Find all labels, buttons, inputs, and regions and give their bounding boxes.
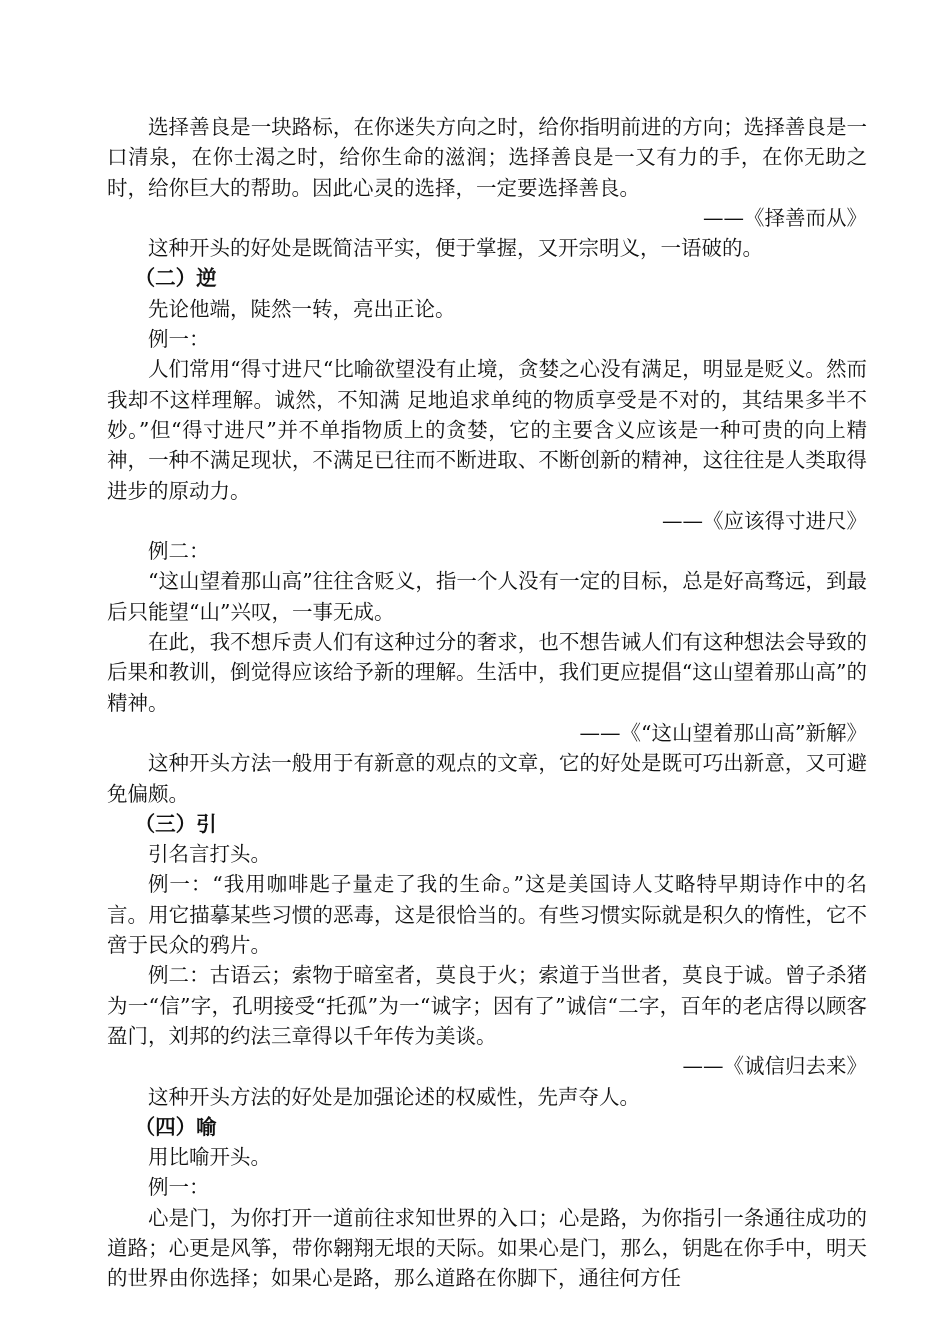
paragraph: 选择善良是一块路标，在你迷失方向之时，给你指明前进的方向；选择善良是一口清泉，在你士渴之时，给你生命的滋润；选择善良是一又有力的手，在你无助之时，给你巨大的帮助。因此心灵的选择，一定要选择善良。 — [107, 115, 867, 200]
source-citation: ——《应该得寸进尺》 — [662, 508, 867, 533]
paragraph: 人们常用“得寸进尺“比喻欲望没有止境，贪婪之心没有满足，明显是贬义。然而我却不这样理解。诚然，不知满 足地追求单纯的物质享受是不对的，其结果多半不妙。”但“得寸进尺”并不单指物质上的贪婪，它的主要含义应该是一种可贵的向上精神，一种不满足现状，不满足已往而不断进取、不断创新的精神，这往往是人类取得进步的原动力。 — [107, 357, 867, 503]
paragraph: 这种开头的好处是既简洁平实，便于掌握，又开宗明义，一语破的。 — [148, 236, 763, 261]
paragraph: 先论他端，陡然一转，亮出正论。 — [148, 296, 456, 321]
section-heading: （四）喻 — [134, 1114, 217, 1139]
source-citation: ——《择善而从》 — [703, 205, 867, 230]
paragraph: “这山望着那山高”往往含贬义，指一个人没有一定的目标，总是好高骛远，到最后只能望“山”兴叹，一事无成。 — [107, 569, 867, 624]
paragraph: 在此，我不想斥责人们有这种过分的奢求，也不想告诫人们有这种想法会导致的后果和教训，倒觉得应该给予新的理解。生活中，我们更应提倡“这山望着那山高”的精神。 — [107, 630, 867, 715]
document-page — [107, 112, 867, 1294]
paragraph: 这种开头方法一般用于有新意的观点的文章，它的好处是既可巧出新意，又可避免偏颇。 — [107, 751, 867, 806]
example-label: 例二： — [148, 539, 210, 564]
section-heading: （三）引 — [134, 811, 217, 836]
paragraph: 心是门，为你打开一道前往求知世界的入口；心是路，为你指引一条通往成功的道路；心更是风筝，带你翱翔无垠的天际。如果心是门，那么，钥匙在你手中，明天的世界由你选择；如果心是路，那么道路在你脚下，通往何方任 — [107, 1205, 867, 1291]
example-label: 例一： — [148, 1175, 210, 1200]
section-heading: （二）逆 — [134, 266, 217, 291]
example-label: 例一： — [148, 327, 210, 352]
paragraph: 用比喻开头。 — [148, 1145, 271, 1170]
source-citation: ——《“这山望着那山高”新解》 — [579, 720, 867, 745]
source-citation: ——《诚信归去来》 — [682, 1054, 867, 1079]
paragraph: 例二：古语云；索物于暗室者，莫良于火；索道于当世者，莫良于诚。曾子杀猪为一“信”字，孔明接受“托孤”为一“诚字；因有了”诚信“二字，百年的老店得以顾客盈门，刘邦的约法三章得以千年传为美谈。 — [107, 963, 867, 1048]
paragraph: 引名言打头。 — [148, 842, 271, 867]
paragraph: 例一：“我用咖啡匙子量走了我的生命。”这是美国诗人艾略特早期诗作中的名言。用它描摹某些习惯的恶毒，这是很恰当的。有些习惯实际就是积久的惰性，它不啻于民众的鸦片。 — [107, 872, 867, 958]
paragraph: 这种开头方法的好处是加强论述的权威性，先声夺人。 — [148, 1084, 640, 1109]
